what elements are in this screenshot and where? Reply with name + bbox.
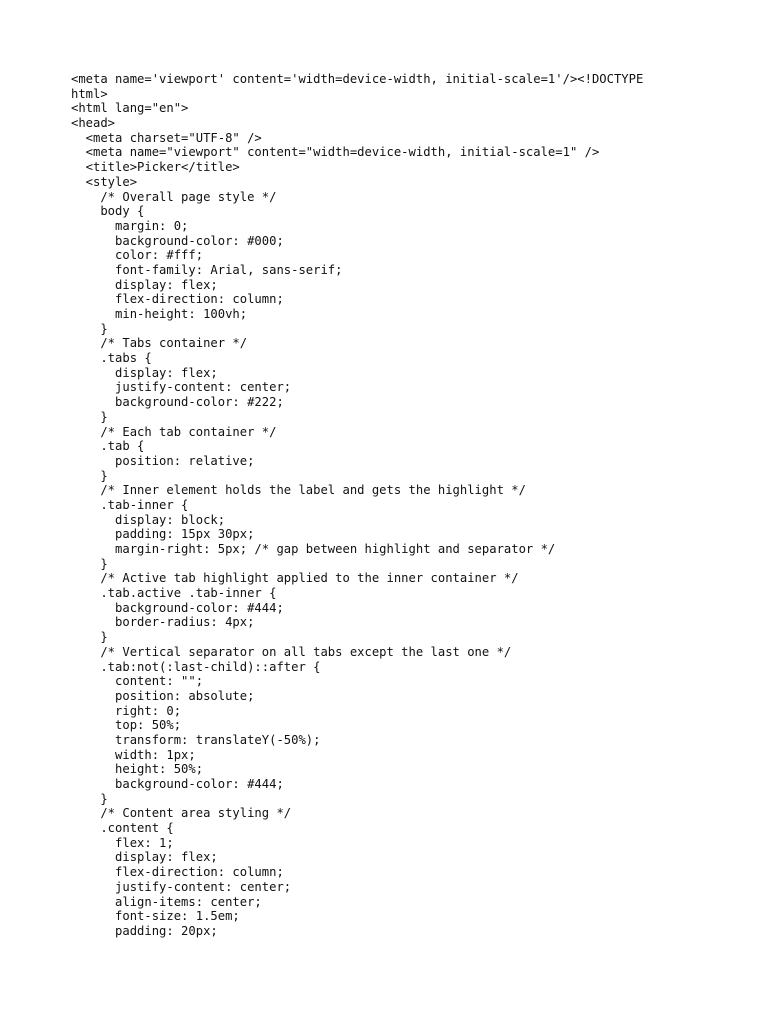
code-line: body { bbox=[71, 204, 145, 219]
code-line: right: 0; bbox=[71, 703, 182, 718]
code-line: background-color: #222; bbox=[71, 395, 284, 410]
code-line: .tab { bbox=[71, 439, 145, 454]
source-code-view bbox=[71, 72, 751, 939]
code-line: width: 1px; bbox=[71, 747, 196, 762]
code-line: .tab:not(:last-child)::after { bbox=[71, 659, 321, 674]
code-line: font-family: Arial, sans-serif; bbox=[71, 262, 343, 277]
code-line: } bbox=[71, 468, 108, 483]
code-line: <head> bbox=[71, 116, 116, 131]
code-line: display: block; bbox=[71, 512, 226, 527]
code-line: /* Each tab container */ bbox=[71, 424, 277, 439]
code-line: padding: 15px 30px; bbox=[71, 527, 255, 542]
code-line: justify-content: center; bbox=[71, 879, 292, 894]
code-line: /* Vertical separator on all tabs except the last one */ bbox=[71, 644, 512, 659]
code-line: border-radius: 4px; bbox=[71, 615, 255, 630]
code-line: /* Tabs container */ bbox=[71, 336, 248, 351]
code-line: font-size: 1.5em; bbox=[71, 909, 240, 924]
code-line: position: relative; bbox=[71, 453, 255, 468]
code-line: } bbox=[71, 409, 108, 424]
code-line: .tabs { bbox=[71, 351, 152, 366]
code-line: <title>Picker</title> bbox=[71, 160, 240, 175]
code-line: background-color: #000; bbox=[71, 233, 284, 248]
code-line: /* Active tab highlight applied to the inner container */ bbox=[71, 571, 519, 586]
code-line: transform: translateY(-50%); bbox=[71, 732, 321, 747]
code-line: <style> bbox=[71, 174, 138, 189]
code-line: <html lang="en"> bbox=[71, 101, 189, 116]
code-line: html> bbox=[71, 86, 108, 101]
code-line: background-color: #444; bbox=[71, 777, 284, 791]
code-line: justify-content: center; bbox=[71, 380, 292, 395]
code-line: flex-direction: column; bbox=[71, 865, 284, 880]
code-line: } bbox=[71, 321, 108, 336]
code-line: position: absolute; bbox=[71, 688, 255, 703]
code-line: content: ""; bbox=[71, 674, 204, 689]
code-line: } bbox=[71, 556, 108, 571]
code-line: /* Overall page style */ bbox=[71, 189, 277, 204]
code-line: } bbox=[71, 791, 108, 806]
code-line: align-items: center; bbox=[71, 894, 262, 909]
code-line: /* Inner element holds the label and gets the highlight */ bbox=[71, 483, 526, 498]
code-line: height: 50%; bbox=[71, 762, 204, 777]
code-line: flex: 1; bbox=[71, 835, 174, 850]
code-line: margin: 0; bbox=[71, 218, 189, 233]
code-line: min-height: 100vh; bbox=[71, 307, 248, 321]
code-line: padding: 20px; bbox=[71, 923, 218, 938]
code-line: .tab.active .tab-inner { bbox=[71, 586, 277, 601]
code-line: display: flex; bbox=[71, 365, 218, 380]
code-line: top: 50%; bbox=[71, 718, 182, 733]
code-line: margin-right: 5px; /* gap between highlight and separator */ bbox=[71, 542, 556, 556]
code-line: <meta name="viewport" content="width=device-width, initial-scale=1" /> bbox=[71, 145, 600, 160]
code-line: flex-direction: column; bbox=[71, 292, 284, 307]
code-line: display: flex; bbox=[71, 850, 218, 865]
code-line: display: flex; bbox=[71, 277, 218, 292]
code-line: .tab-inner { bbox=[71, 497, 189, 512]
code-line: } bbox=[71, 630, 108, 645]
code-line: /* Content area styling */ bbox=[71, 806, 292, 821]
code-line: background-color: #444; bbox=[71, 600, 284, 615]
code-line: <meta name='viewport' content='width=device-width, initial-scale=1'/><!DOCTYPE bbox=[71, 72, 644, 86]
code-line: color: #fff; bbox=[71, 248, 204, 263]
code-line: <meta charset="UTF-8" /> bbox=[71, 130, 262, 145]
code-line: .content { bbox=[71, 821, 174, 836]
